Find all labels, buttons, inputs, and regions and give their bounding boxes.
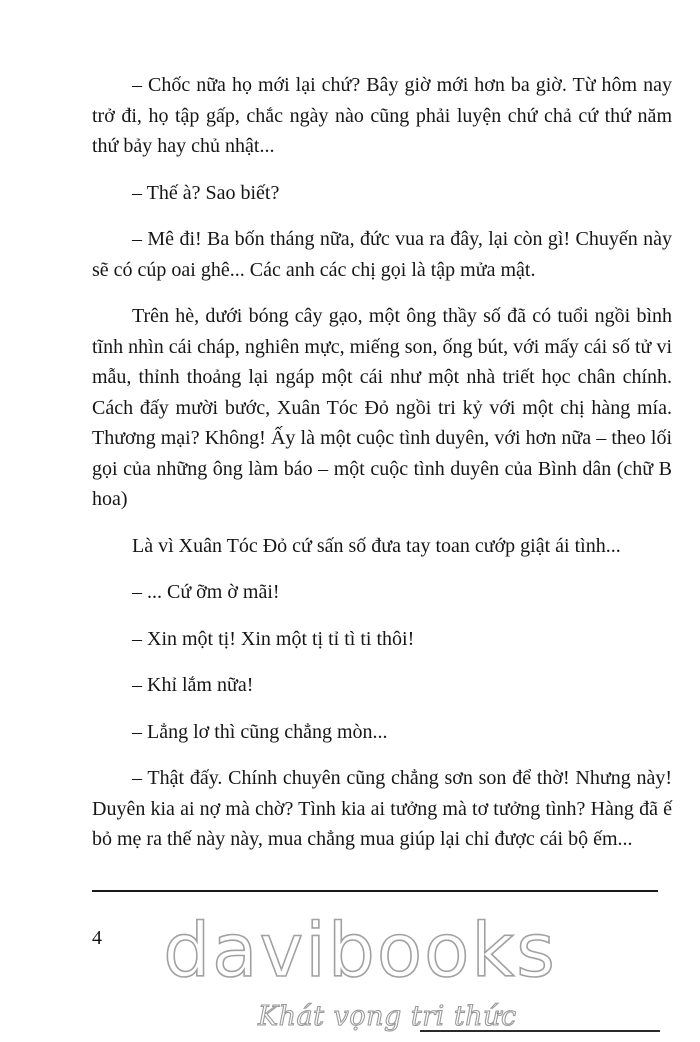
page-number: 4	[92, 927, 102, 949]
paragraph-9: – Lẳng lơ thì cũng chẳng mòn...	[132, 720, 388, 743]
paragraph-2: – Thế à? Sao biết?	[132, 181, 280, 204]
paragraph-8: – Khỉ lắm nữa!	[132, 674, 254, 696]
body-text	[92, 70, 672, 871]
watermark-logo: davibooks	[163, 908, 557, 994]
paragraph-10: – Thật đấy. Chính chuyên cũng chẳng sơn son để thờ! Nhưng này! Duyên kia ai nợ mà chờ? Tình kia ai tưởng mà tơ tưởng tình? Hàng đã ế bỏ mẹ ra thế này này, mua chẳng mua giúp lại chỉ được cái bộ ếm...	[92, 767, 672, 850]
paragraph-1: – Chốc nữa họ mới lại chứ? Bây giờ mới hơn ba giờ. Từ hôm nay trở đi, họ tập gấp, chắc ngày nào cũng phải luyện chứ chả cứ thứ năm thứ bảy hay chủ nhật...	[92, 74, 672, 157]
paragraph-7: – Xin một tị! Xin một tị tỉ tì ti thôi!	[132, 627, 415, 650]
watermark-tagline: Khát vọng tri thức	[258, 1001, 517, 1032]
footer-divider	[92, 890, 658, 892]
paragraph-3: – Mê đi! Ba bốn tháng nữa, đức vua ra đây, lại còn gì! Chuyến này sẽ có cúp oai ghê... Các anh các chị gọi là tập mửa mật.	[92, 228, 672, 281]
paragraph-5: Là vì Xuân Tóc Đỏ cứ sấn số đưa tay toan cướp giật ái tình...	[132, 534, 621, 557]
paragraph-6: – ... Cứ ỡm ờ mãi!	[132, 581, 280, 603]
watermark-underline	[420, 1030, 660, 1032]
paragraph-4: Trên hè, dưới bóng cây gạo, một ông thầy số đã có tuổi ngồi bình tĩnh nhìn cái cháp, nghiên mực, miếng son, ống bút, với mấy cái số tử vi mẫu, thỉnh thoảng lại ngáp một cái như một nhà triết học chân chính. Cách đấy mười bước, Xuân Tóc Đỏ ngồi tri kỷ với một chị hàng mía. Thương mại? Không! Ấy là một cuộc tình duyên, với hơn nữa – theo lối gọi của những ông làm báo – một cuộc tình duyên của Bình dân (chữ B hoa)	[92, 305, 672, 510]
